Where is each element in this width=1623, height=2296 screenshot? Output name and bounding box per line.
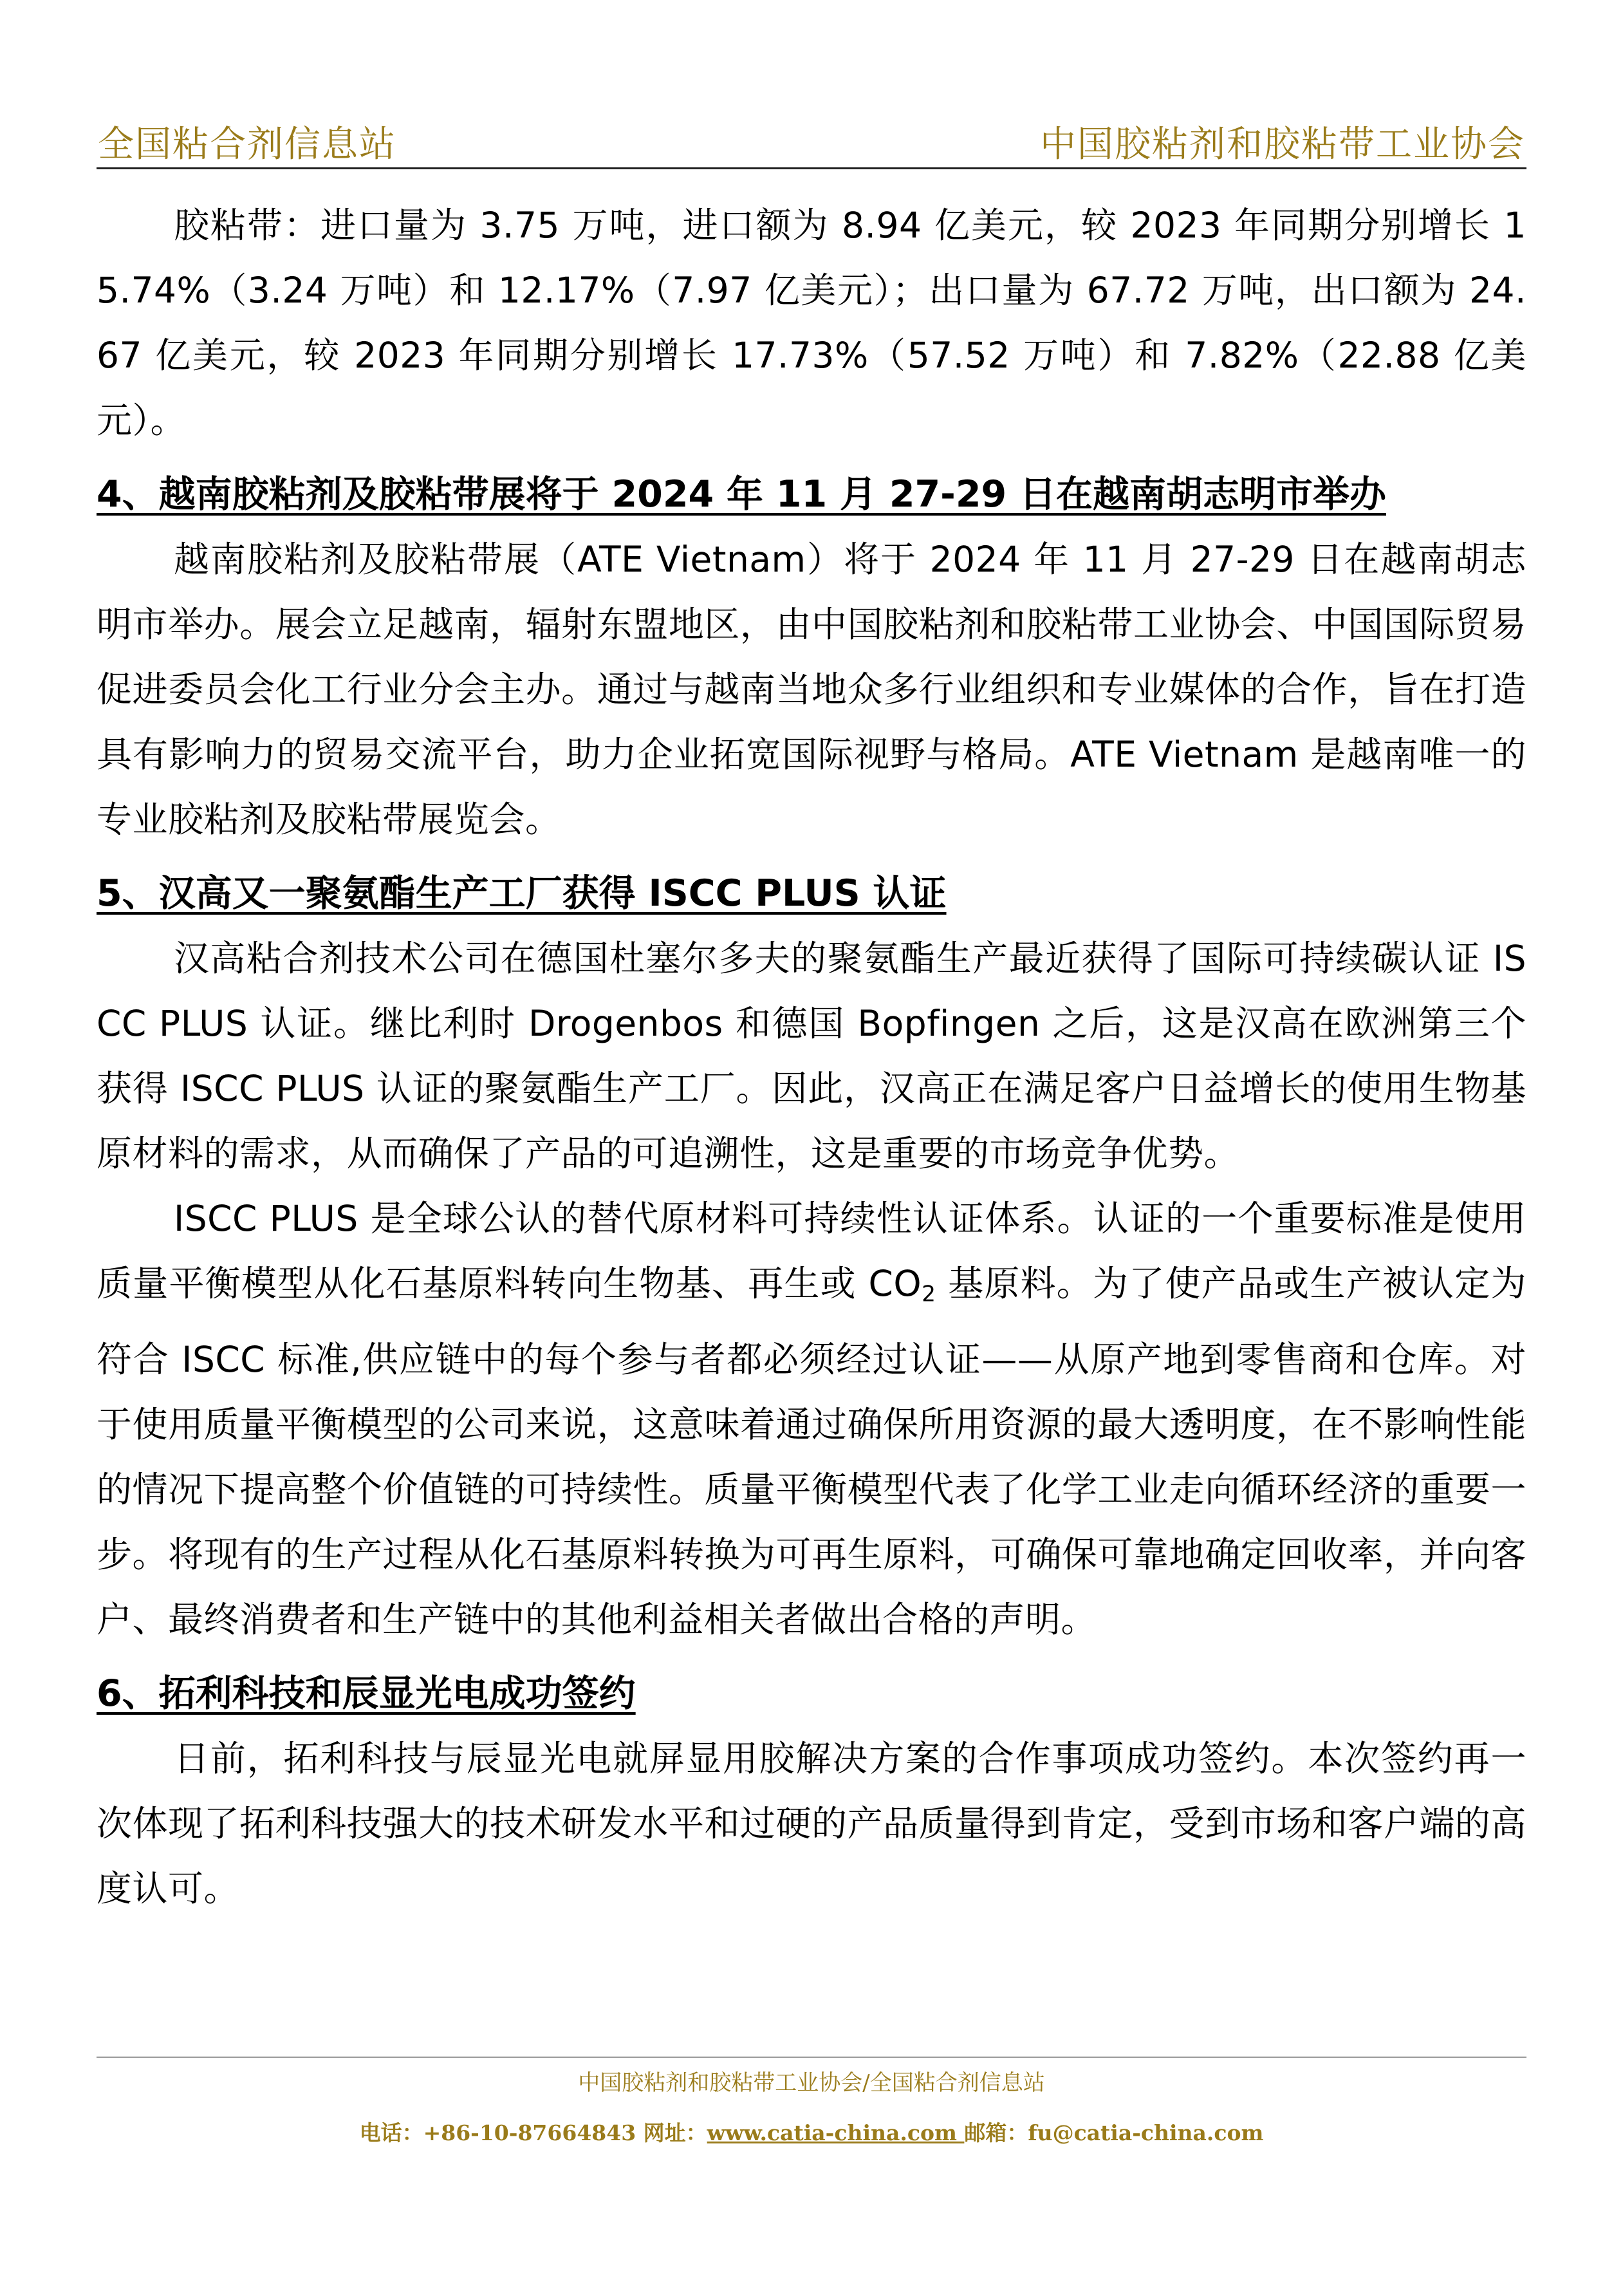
section-heading: [97, 462, 1526, 527]
footer-divider: [97, 2057, 1526, 2058]
intro-paragraph: 胶粘带：进口量为 3.75 万吨，进口额为 8.94 亿美元，较 2023 年同期分别增长 15.74%（3.24 万吨）和 12.17%（7.97 亿美元）；出口量为 67.72 万吨，出口额为 24.67 亿美元，较 2023 年同期分别增长 17.73%（57.52 万吨）和 7.82%（22.88 亿美元）。: [97, 205, 1526, 441]
section-heading-text: 4、越南胶粘剂及胶粘带展将于 2024 年 11 月 27-29 日在越南胡志明市举办: [97, 473, 1386, 516]
footer-website-link[interactable]: www.catia-china.com: [707, 2120, 965, 2145]
section-paragraph: 越南胶粘剂及胶粘带展（ATE Vietnam）将于 2024 年 11 月 27-29 日在越南胡志明市举办。展会立足越南，辐射东盟地区，由中国胶粘剂和胶粘带工业协会、中国国际贸易促进委员会化工行业分会主办。通过与越南当地众多行业组织和专业媒体的合作，旨在打造具有影响力的贸易交流平台，助力企业拓宽国际视野与格局。ATE Vietnam 是越南唯一的专业胶粘剂及胶粘带展览会。: [97, 539, 1526, 840]
footer-phone: 电话：+86-10-87664843 网址：: [359, 2120, 707, 2145]
section-5: [97, 861, 1526, 1652]
header-right-title: 中国胶粘剂和胶粘带工业协会: [1040, 124, 1525, 165]
section-paragraph: 汉高粘合剂技术公司在德国杜塞尔多夫的聚氨酯生产最近获得了国际可持续碳认证 ISCC PLUS 认证。继比利时 Drogenbos 和德国 Bopfingen 之后，这是汉高在欧洲第三个获得 ISCC PLUS 认证的聚氨酯生产工厂。因此，汉高正在满足客户日益增长的使用生物基原材料的需求，从而确保了产品的可追溯性，这是重要的市场竞争优势。: [97, 938, 1526, 1174]
section-heading-text: 5、汉高又一聚氨酯生产工厂获得 ISCC PLUS 认证: [97, 872, 947, 915]
section-4: [97, 462, 1526, 852]
paragraph-text-part2: 基原料。为了使产品或生产被认定为符合 ISCC 标准,供应链中的每个参与者都必须经过认证——从原产地到零售商和仓库。对于使用质量平衡模型的公司来说，这意味着通过确保所用资源的最大透明度，在不影响性能的情况下提高整个价值链的可持续性。质量平衡模型代表了化学工业走向循环经济的重要一步。将现有的生产过程从化石基原料转换为可再生原料，可确保可靠地确定回收率，并向客户、最终消费者和生产链中的其他利益相关者做出合格的声明。: [97, 1263, 1526, 1640]
section-heading: [97, 861, 1526, 926]
page-header: [97, 109, 1526, 169]
footer-contact: [0, 2116, 1623, 2147]
footer-email-label: 邮箱：: [964, 2120, 1028, 2145]
co2-subscript: 2: [922, 1281, 936, 1307]
section-paragraph-iscc: [97, 1186, 1526, 1652]
section-6: [97, 1661, 1526, 1921]
section-heading-text: 6、拓利科技和辰显光电成功签约: [97, 1672, 636, 1715]
section-heading: [97, 1661, 1526, 1726]
footer-email[interactable]: fu@catia-china.com: [1028, 2120, 1264, 2145]
section-paragraph: 日前，拓利科技与辰显光电就屏显用胶解决方案的合作事项成功签约。本次签约再一次体现了拓利科技强大的技术研发水平和过硬的产品质量得到肯定，受到市场和客户端的高度认可。: [97, 1737, 1526, 1909]
header-left-title: 全国粘合剂信息站: [98, 124, 396, 165]
footer-organization: 中国胶粘剂和胶粘带工业协会/全国粘合剂信息站: [578, 2070, 1045, 2096]
paragraph-text-part1: ISCC PLUS 是全球公认的替代原材料可持续性认证体系。认证的一个重要标准是使用质量平衡模型从化石基原料转向生物基、再生或 CO: [97, 1198, 1526, 1304]
article-body: [97, 193, 1526, 1921]
